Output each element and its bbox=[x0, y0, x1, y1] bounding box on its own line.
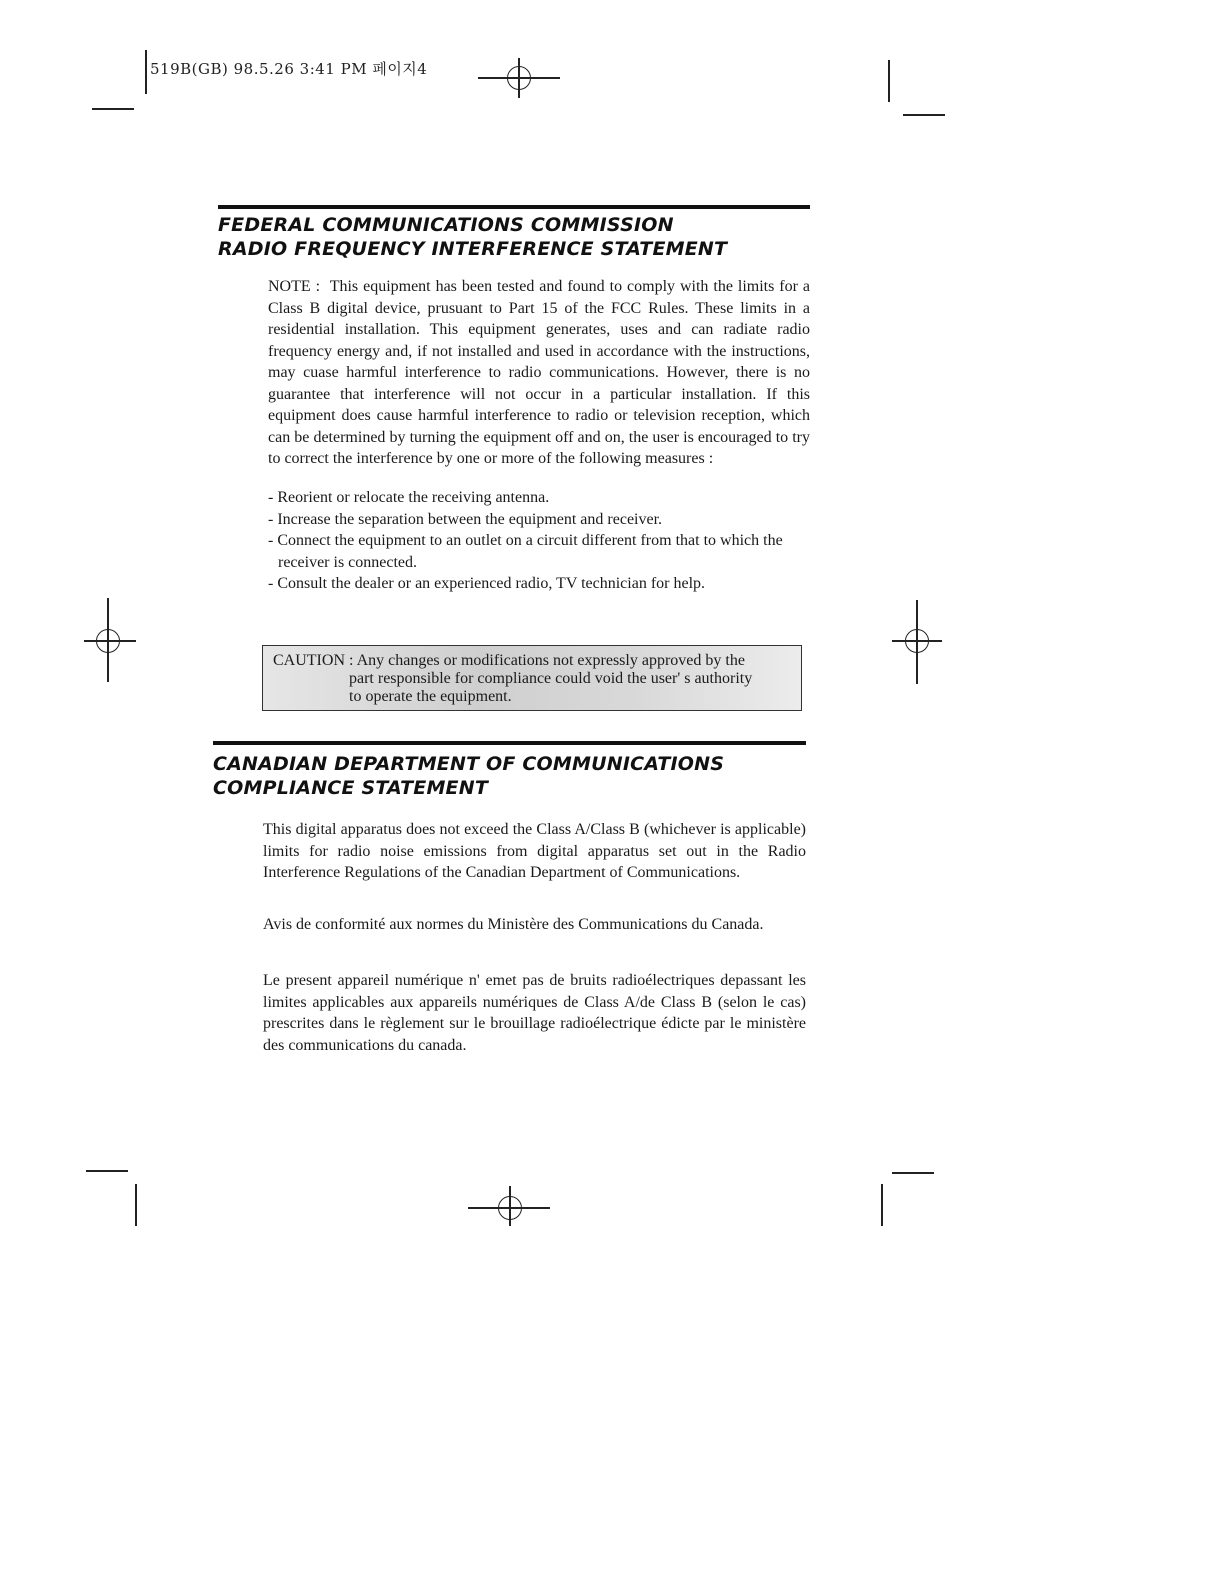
registration-mark-icon bbox=[498, 1196, 522, 1220]
caution-line2: part responsible for compliance could void the user' s authority bbox=[349, 670, 753, 687]
canada-heading-line1: CANADIAN DEPARTMENT OF COMMUNICATIONS bbox=[213, 753, 725, 775]
note-label: NOTE : bbox=[268, 278, 321, 295]
canada-heading bbox=[213, 752, 724, 800]
list-item: - Connect the equipment to an outlet on a circuit different from that to which the receiver is connected. bbox=[268, 532, 783, 571]
crop-mark bbox=[145, 50, 147, 94]
crop-mark bbox=[903, 114, 945, 116]
section-rule bbox=[218, 205, 810, 209]
crop-mark bbox=[881, 1184, 883, 1226]
fcc-heading bbox=[218, 213, 727, 261]
caution-line1: Any changes or modifications not expressly approved by the bbox=[356, 652, 745, 669]
crop-mark bbox=[888, 60, 890, 102]
canada-paragraph-3: Le present appareil numérique n' emet pas de bruits radioélectriques depassant les limites applicables aux appareils numériques de Class A/de Class B (selon le cas) prescrites dans le règlement sur le brouillage radioélectrique édicte par le ministère des communications du canada. bbox=[263, 972, 806, 1054]
caution-line1-row bbox=[273, 652, 791, 670]
caution-box bbox=[262, 645, 802, 711]
crop-mark bbox=[892, 1172, 934, 1174]
registration-mark-icon bbox=[96, 629, 120, 653]
fcc-note bbox=[268, 276, 810, 470]
fcc-heading-line2: RADIO FREQUENCY INTERFERENCE STATEMENT bbox=[218, 238, 728, 260]
caution-label: CAUTION : bbox=[273, 652, 354, 669]
canada-heading-line2: COMPLIANCE STATEMENT bbox=[213, 777, 488, 799]
print-slug: 519B(GB) 98.5.26 3:41 PM 페이지4 bbox=[150, 60, 428, 78]
crop-mark bbox=[86, 1170, 128, 1172]
registration-mark-icon bbox=[905, 629, 929, 653]
registration-mark-icon bbox=[507, 66, 531, 90]
list-item: - Reorient or relocate the receiving antenna. bbox=[268, 489, 550, 506]
canada-paragraph-1: This digital apparatus does not exceed the Class A/Class B (whichever is applicable) limits for radio noise emissions from digital apparatus set out in the Radio Interference Regulations of the Canadian Department of Communications. bbox=[263, 821, 806, 881]
fcc-heading-line1: FEDERAL COMMUNICATIONS COMMISSION bbox=[218, 214, 674, 236]
list-item: - Consult the dealer or an experienced radio, TV technician for help. bbox=[268, 575, 706, 592]
canada-paragraph-2: Avis de conformité aux normes du Ministère des Communications du Canada. bbox=[263, 916, 764, 933]
caution-line3: to operate the equipment. bbox=[349, 688, 512, 705]
crop-mark bbox=[92, 108, 134, 110]
measures-list bbox=[268, 487, 810, 595]
list-item: - Increase the separation between the equipment and receiver. bbox=[268, 510, 663, 528]
note-text: This equipment has been tested and found to comply with the limits for a Class B digital device, prusuant to Part 15 of the FCC Rules. These limits in a residential installation. This equipment generates, uses and can radiate radio frequency energy and, if not installed and used in accordance with the instructions, may cuase harmful interference to radio communications. However, there is no guarantee that interference will not occur in a particular installation. If this equipment does cause harmful interference to radio or television reception, which can be determined by turning the equipment off and on, the user is encouraged to try to correct the interference by one or more of the following measures : bbox=[268, 278, 810, 467]
section-rule bbox=[213, 741, 806, 745]
crop-mark bbox=[135, 1184, 137, 1226]
